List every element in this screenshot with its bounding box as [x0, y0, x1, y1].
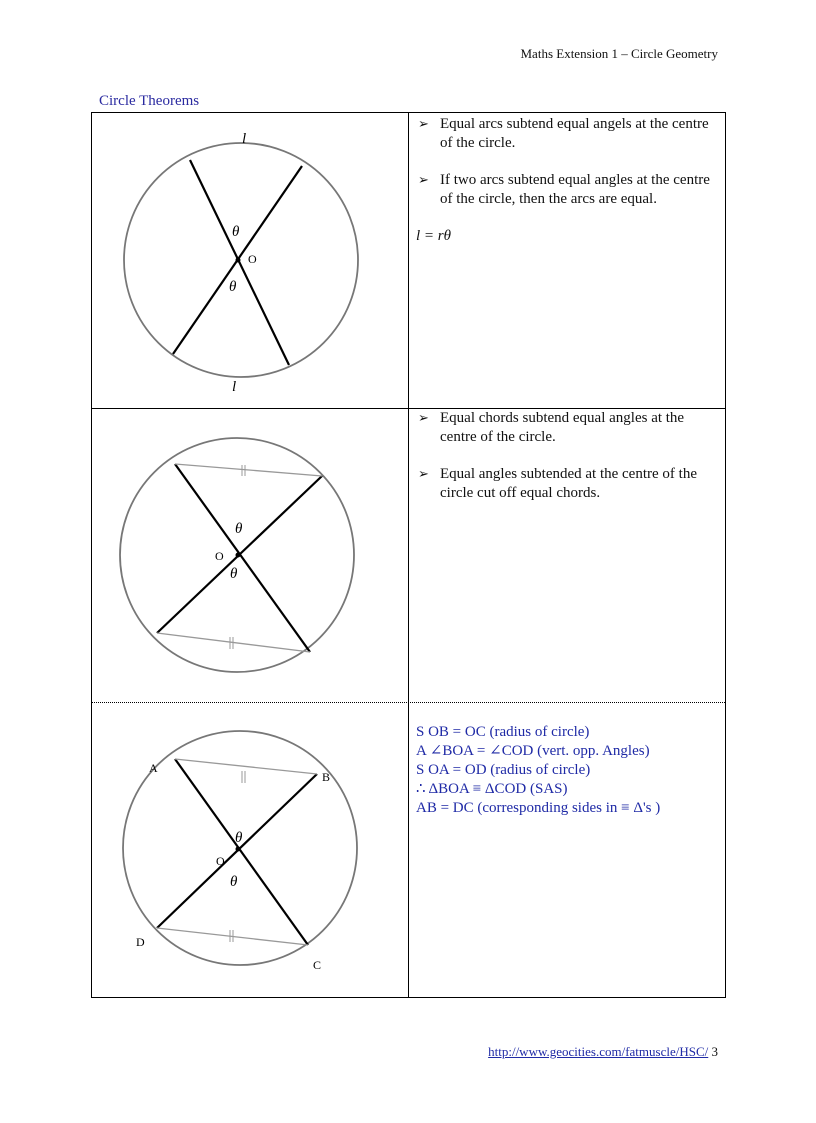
- centre-label: O: [216, 854, 225, 868]
- centre-label: O: [248, 252, 257, 266]
- circle: [124, 143, 358, 377]
- centre-point: [236, 258, 241, 263]
- bullet-item: ➢ Equal chords subtend equal angles at the centre of the circle.: [418, 410, 685, 445]
- theorem-table: [91, 112, 726, 998]
- arrow-bullet-icon: ➢: [418, 411, 429, 426]
- diameter-1: [190, 160, 289, 365]
- theta-bottom: θ: [229, 279, 237, 295]
- section-title: Circle Theorems: [99, 93, 200, 109]
- arc-label-top: l: [242, 131, 247, 147]
- source-link[interactable]: http://www.geocities.com/fatmuscle/HSC/: [488, 1044, 709, 1059]
- centre-point: [236, 847, 241, 852]
- arc-length-formula: l = rθ: [416, 228, 451, 244]
- proof-line: ∴ ΔBOA ≡ ΔCOD (SAS): [416, 781, 568, 797]
- proof-line: S OA = OD (radius of circle): [416, 762, 591, 778]
- centre-label: O: [215, 549, 224, 563]
- column-divider: [408, 113, 409, 997]
- theta-bottom: θ: [230, 566, 238, 582]
- theta-bottom: θ: [230, 874, 238, 890]
- proof-diagram: [92, 703, 408, 998]
- row2-bullets: [416, 409, 716, 503]
- arrow-bullet-icon: ➢: [418, 467, 429, 482]
- proof-line: S OB = OC (radius of circle): [416, 724, 590, 740]
- page-footer: [488, 1044, 718, 1060]
- page-number: 3: [711, 1044, 718, 1059]
- row3-proof: [416, 723, 716, 818]
- point-label-D: D: [136, 935, 145, 949]
- bullet-item: ➢ Equal arcs subtend equal angels at the centre of the circle.: [418, 116, 709, 151]
- chord-AB: [175, 759, 317, 774]
- theta-top: θ: [235, 830, 243, 846]
- arrow-bullet-icon: ➢: [418, 117, 429, 132]
- proof-line: AB = DC (corresponding sides in ≡ Δ's ): [416, 800, 661, 816]
- chord-top: [175, 464, 322, 476]
- diameter-AC: [175, 759, 308, 945]
- row2-text: [416, 409, 716, 521]
- theta-top: θ: [235, 521, 243, 537]
- chords-diagram: [92, 409, 408, 702]
- point-label-A: A: [149, 761, 158, 775]
- centre-point: [236, 553, 241, 558]
- row1-bullets: [416, 115, 716, 209]
- diameter-1: [175, 464, 310, 652]
- point-label-B-visible: B: [322, 770, 331, 784]
- proof-line: A ∠BOA = ∠COD (vert. opp. Angles): [416, 743, 650, 759]
- bullet-item: ➢ Equal angles subtended at the centre of the circle cut off equal chords.: [418, 466, 697, 501]
- bullet-item: ➢ If two arcs subtend equal angles at the centre of the circle, then the arcs are equal.: [418, 172, 710, 207]
- theta-top: θ: [232, 224, 240, 240]
- point-label-C: C: [313, 958, 322, 972]
- arcs-diagram: [92, 113, 408, 408]
- arrow-bullet-icon: ➢: [418, 173, 429, 188]
- arc-label-bottom: l: [232, 379, 237, 395]
- row1-text: [416, 115, 716, 246]
- page-header: Maths Extension 1 – Circle Geometry: [520, 46, 718, 61]
